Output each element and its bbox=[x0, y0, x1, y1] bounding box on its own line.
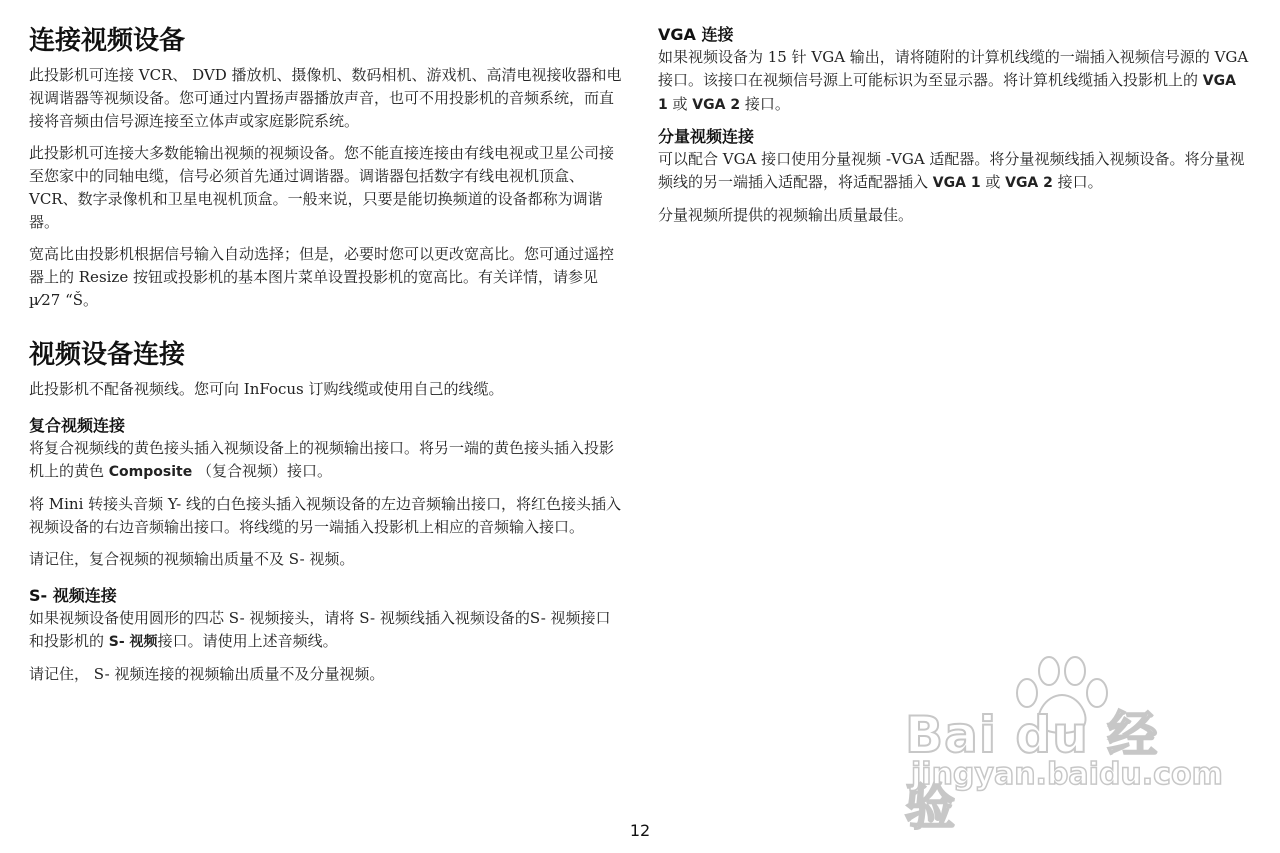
intro-paragraph-1: 此投影机可连接 VCR、 DVD 播放机、摄像机、数码相机、游戏机、高清电视接收器和电视调谐器等视频设备。您可通过内置扬声器播放声音，也可不用投影机的音频系统，而直接将音频由信号源连接至立体声或家庭影院系统。 bbox=[29, 66, 622, 130]
component-paragraph-2: 分量视频所提供的视频输出质量最佳。 bbox=[658, 206, 914, 224]
intro-paragraph-2: 此投影机可连接大多数能输出视频的视频设备。您不能直接连接由有线电视或卫星公司接至您家中的同轴电缆，信号必须首先通过调谐器。调谐器包括数字有线电视机顶盒、 VCR、数字录像机和卫星电视机顶盒。一般来说，只要是能切换频道的设备都称为调谐器。 bbox=[29, 144, 615, 231]
component-vga2-label: VGA 2 bbox=[1005, 175, 1053, 191]
right-column bbox=[658, 24, 1250, 236]
vga-p1-text-a: 如果视频设备为 15 针 VGA 输出，请将随附的计算机线缆的一端插入视频信号源的 VGA 接口。该接口在视频信号源上可能标识为至显示器。将计算机线缆插入投影机上的 bbox=[658, 48, 1249, 89]
component-vga1-label: VGA 1 bbox=[932, 175, 981, 191]
heading-video-device-connections: 视频设备连接 bbox=[29, 340, 186, 370]
watermark-logo-text: Bai du 经验 bbox=[905, 706, 1159, 836]
vga-p1-text-mid: 或 bbox=[667, 95, 693, 113]
vga2-port-label: VGA 2 bbox=[692, 97, 741, 113]
svideo-p1-text-a: 如果视频设备使用圆形的四芯 S- 视频接头，请将 S- 视频线插入视频设备的S- 视频接口和投影机的 bbox=[29, 609, 611, 650]
svideo-paragraph-1 bbox=[29, 607, 625, 654]
composite-paragraph-2: 将 Mini 转接头音频 Y- 线的白色接头插入视频设备的左边音频输出接口，将红色接头插入视频设备的右边音频输出接口。将线缆的另一端插入投影机上相应的音频输入接口。 bbox=[29, 495, 622, 536]
page-number: 12 bbox=[629, 821, 651, 840]
component-paragraph-1 bbox=[658, 148, 1250, 195]
subheading-component-video: 分量视频连接 bbox=[658, 127, 755, 146]
composite-paragraph-1 bbox=[29, 437, 625, 484]
composite-p1-text-b: （复合视频）接口。 bbox=[192, 462, 333, 480]
baidu-jingyan-watermark bbox=[905, 655, 1223, 836]
subheading-s-video: S- 视频连接 bbox=[29, 586, 117, 605]
svideo-port-label: S- 视频 bbox=[108, 634, 158, 650]
section-intro-paragraph: 此投影机不配备视频线。您可向 InFocus 订购线缆或使用自己的线缆。 bbox=[29, 380, 504, 398]
heading-connect-video-devices: 连接视频设备 bbox=[29, 26, 186, 56]
vga-paragraph-1 bbox=[658, 46, 1250, 117]
left-column bbox=[29, 24, 625, 695]
svideo-paragraph-2: 请记住， S- 视频连接的视频输出质量不及分量视频。 bbox=[29, 665, 385, 683]
svideo-p1-text-b: 接口。请使用上述音频线。 bbox=[157, 632, 338, 650]
vga-p1-text-b: 接口。 bbox=[740, 95, 790, 113]
subheading-composite-video: 复合视频连接 bbox=[29, 416, 126, 435]
composite-port-label: Composite bbox=[108, 464, 193, 480]
vga1-port-label: VGA 1 bbox=[658, 73, 1236, 113]
watermark-url-text: jingyan.baidu.com bbox=[911, 757, 1223, 792]
component-p1-text-mid: 或 bbox=[980, 173, 1006, 191]
composite-p1-text-a: 将复合视频线的黄色接头插入视频设备上的视频输出接口。将另一端的黄色接头插入投影机上的黄色 bbox=[29, 439, 615, 480]
subheading-vga: VGA 连接 bbox=[658, 25, 734, 44]
component-p1-text-a: 可以配合 VGA 接口使用分量视频 -VGA 适配器。将分量视频线插入视频设备。将分量视频线的另一端插入适配器，将适配器插入 bbox=[658, 150, 1245, 191]
composite-paragraph-3: 请记住，复合视频的视频输出质量不及 S- 视频。 bbox=[29, 550, 355, 568]
component-p1-text-b: 接口。 bbox=[1052, 173, 1103, 191]
intro-paragraph-3: 宽高比由投影机根据信号输入自动选择；但是，必要时您可以更改宽高比。您可通过遥控器上的 Resize 按钮或投影机的基本图片菜单设置投影机的宽高比。有关详情，请参见 µ⁄27 “Š。 bbox=[29, 245, 615, 309]
